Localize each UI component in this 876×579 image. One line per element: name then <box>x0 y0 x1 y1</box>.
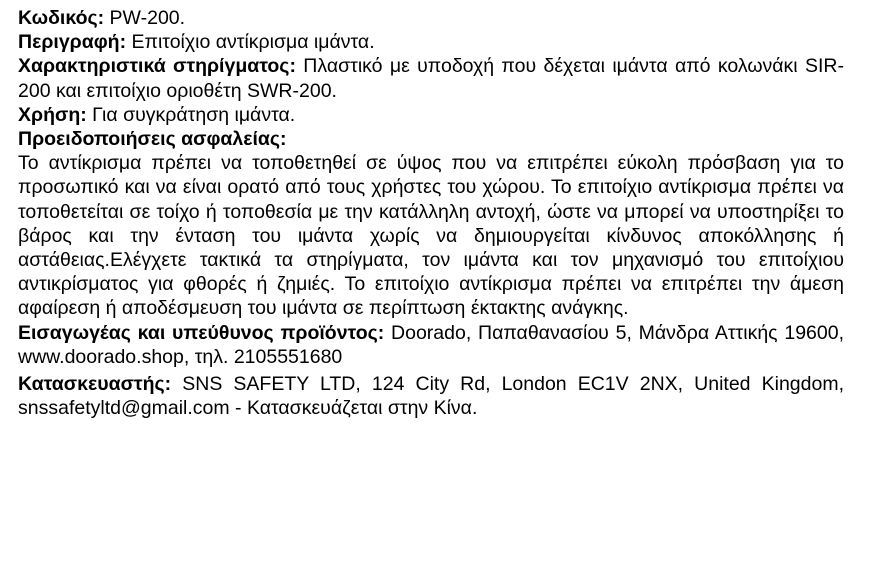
usage-label: Χρήση: <box>18 103 87 126</box>
safety-heading: Προειδοποιήσεις ασφαλείας: <box>18 128 287 151</box>
code-line <box>18 6 844 30</box>
usage-line <box>18 103 844 127</box>
code-label: Κωδικός: <box>18 7 105 29</box>
manufacturer-label: Κατασκευαστής: <box>18 373 172 396</box>
importer-label: Εισαγωγέας και υπεύθυνος προϊόντος: <box>18 321 385 344</box>
importer-value: Doorado, Παπαθανασίου 5, Μάνδρα Αττικής 19600, www.doorado.shop, τηλ. 2105551680 <box>18 321 844 368</box>
mounting-paragraph <box>18 54 844 102</box>
importer-paragraph <box>18 321 844 369</box>
code-value: PW-200. <box>104 7 186 29</box>
description-value: Επιτοίχιο αντίκρισμα ιμάντα. <box>126 31 375 54</box>
manufacturer-paragraph <box>18 372 844 420</box>
description-label: Περιγραφή: <box>18 31 127 54</box>
manufacturer-value: SNS SAFETY LTD, 124 City Rd, London EC1V 2NX, United Kingdom, snssafetyltd@gmail.com - Κατασκευάζεται στην Κίνα. <box>18 373 844 420</box>
usage-value: Για συγκράτηση ιμάντα. <box>86 103 296 126</box>
mounting-value: Πλαστικό με υποδοχή που δέχεται ιμάντα από κολωνάκι SIR-200 και επιτοίχιο οριοθέτη SWR-200. <box>18 55 844 102</box>
safety-paragraph: Το αντίκρισμα πρέπει να τοποθετηθεί σε ύψος που να επιτρέπει εύκολη πρόσβαση για το προσωπικό και να είναι ορατό από τους χρήστες του χώρου. Το επιτοίχιο αντίκρισμα πρέπει να τοποθετείται σε τοίχο ή τοποθεσία με την κατάλληλη αντοχή, ώστε να μπορεί να υποστηρίξει το βάρος και την ένταση του ιμάντα χωρίς να δημιουργείται κίνδυνος αποκόλλησης ή αστάθειας.Ελέγχετε τακτικά τα στηρίγματα, τον ιμάντα και τον μηχανισμό του επιτοίχιου αντικρίσματος για φθορές ή ζημιές. Το επιτοίχιο αντίκρισμα πρέπει να επιτρέπει την άμεση αφαίρεση ή αποδέσμευση του ιμάντα σε περίπτωση έκτακτης ανάγκης. <box>18 152 844 320</box>
description-line <box>18 30 844 54</box>
mounting-label: Χαρακτηριστικά στηρίγματος: <box>18 55 296 78</box>
